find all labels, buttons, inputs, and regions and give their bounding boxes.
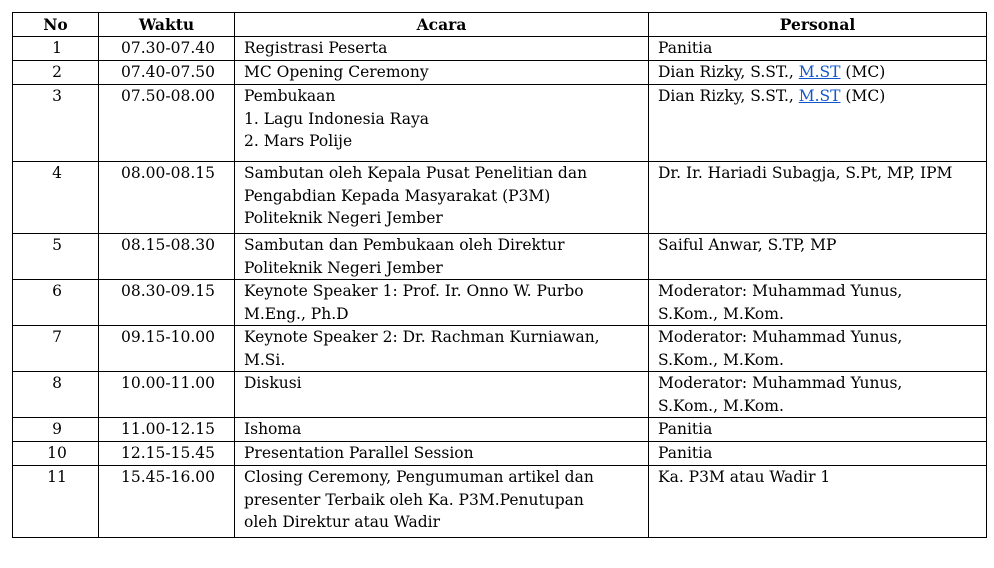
acara-line: Ishoma bbox=[244, 420, 302, 438]
cell-personal bbox=[649, 372, 987, 418]
acara-line: oleh Direktur atau Wadir bbox=[244, 513, 441, 531]
cell-no: 9 bbox=[13, 418, 99, 442]
personal-line: S.Kom., M.Kom. bbox=[658, 350, 784, 369]
cell-acara bbox=[235, 85, 649, 162]
personal-name: Dian Rizky, S.ST., bbox=[658, 87, 799, 105]
cell-personal bbox=[649, 442, 987, 466]
cell-acara bbox=[235, 326, 649, 372]
personal-line: Moderator: Muhammad Yunus, bbox=[658, 328, 903, 346]
acara-line: Presentation Parallel Session bbox=[244, 444, 474, 462]
acara-line: Registrasi Peserta bbox=[244, 39, 388, 57]
personal-name: Dian Rizky, S.ST., bbox=[658, 63, 799, 81]
header-row bbox=[13, 13, 987, 37]
cell-personal bbox=[649, 61, 987, 85]
acara-line: Keynote Speaker 2: Dr. Rachman Kurniawan, bbox=[244, 328, 600, 346]
cell-personal bbox=[649, 85, 987, 162]
acara-line: MC Opening Ceremony bbox=[244, 63, 429, 81]
acara-line: 2. Mars Polije bbox=[244, 132, 353, 150]
cell-time: 11.00-12.15 bbox=[99, 418, 235, 442]
cell-no: 10 bbox=[13, 442, 99, 466]
table-row bbox=[13, 326, 987, 372]
table-row bbox=[13, 162, 987, 234]
acara-line: Pembukaan bbox=[244, 87, 336, 105]
cell-personal bbox=[649, 280, 987, 326]
cell-acara bbox=[235, 418, 649, 442]
cell-time: 07.30-07.40 bbox=[99, 37, 235, 61]
personal-line: Panitia bbox=[658, 444, 713, 462]
personal-role: (MC) bbox=[840, 87, 886, 105]
personal-line: S.Kom., M.Kom. bbox=[658, 304, 784, 323]
cell-time: 08.30-09.15 bbox=[99, 280, 235, 326]
cell-personal bbox=[649, 326, 987, 372]
header-waktu: Waktu bbox=[99, 13, 235, 37]
personal-role: (MC) bbox=[840, 63, 886, 81]
acara-line: Politeknik Negeri Jember bbox=[244, 209, 443, 227]
table-row bbox=[13, 234, 987, 280]
cell-personal bbox=[649, 162, 987, 234]
cell-acara bbox=[235, 162, 649, 234]
cell-acara bbox=[235, 61, 649, 85]
cell-time: 10.00-11.00 bbox=[99, 372, 235, 418]
cell-no: 8 bbox=[13, 372, 99, 418]
acara-line: M.Eng., Ph.D bbox=[244, 304, 349, 323]
personal-line: Saiful Anwar, S.TP, MP bbox=[658, 236, 837, 254]
header-no: No bbox=[13, 13, 99, 37]
acara-line: 1. Lagu Indonesia Raya bbox=[244, 109, 429, 128]
cell-acara bbox=[235, 372, 649, 418]
acara-line: presenter Terbaik oleh Ka. P3M.Penutupan bbox=[244, 490, 584, 509]
table-row bbox=[13, 466, 987, 538]
header-personal: Personal bbox=[649, 13, 987, 37]
cell-acara bbox=[235, 280, 649, 326]
acara-line: Sambutan dan Pembukaan oleh Direktur bbox=[244, 236, 565, 254]
personal-line: Ka. P3M atau Wadir 1 bbox=[658, 468, 831, 486]
personal-line: Panitia bbox=[658, 39, 713, 57]
personal-line: Moderator: Muhammad Yunus, bbox=[658, 282, 903, 300]
acara-line: Keynote Speaker 1: Prof. Ir. Onno W. Purbo bbox=[244, 282, 584, 300]
schedule-table bbox=[12, 12, 987, 538]
table-row bbox=[13, 372, 987, 418]
cell-acara bbox=[235, 442, 649, 466]
degree-link[interactable]: M.ST bbox=[798, 87, 841, 105]
cell-time: 09.15-10.00 bbox=[99, 326, 235, 372]
table-row bbox=[13, 37, 987, 61]
table-row bbox=[13, 418, 987, 442]
cell-personal bbox=[649, 466, 987, 538]
table-row bbox=[13, 85, 987, 162]
personal-line: Panitia bbox=[658, 420, 713, 438]
personal-line: Moderator: Muhammad Yunus, bbox=[658, 374, 903, 392]
header-acara: Acara bbox=[235, 13, 649, 37]
acara-line: Diskusi bbox=[244, 374, 302, 392]
table-row bbox=[13, 442, 987, 466]
cell-no: 6 bbox=[13, 280, 99, 326]
table-row bbox=[13, 280, 987, 326]
cell-time: 12.15-15.45 bbox=[99, 442, 235, 466]
cell-no: 7 bbox=[13, 326, 99, 372]
acara-line: M.Si. bbox=[244, 350, 286, 369]
cell-personal bbox=[649, 234, 987, 280]
cell-time: 07.50-08.00 bbox=[99, 85, 235, 162]
cell-no: 5 bbox=[13, 234, 99, 280]
cell-no: 1 bbox=[13, 37, 99, 61]
cell-no: 2 bbox=[13, 61, 99, 85]
degree-link[interactable]: M.ST bbox=[798, 63, 841, 81]
cell-acara bbox=[235, 37, 649, 61]
cell-time: 08.00-08.15 bbox=[99, 162, 235, 234]
personal-line: S.Kom., M.Kom. bbox=[658, 396, 784, 415]
cell-acara bbox=[235, 234, 649, 280]
cell-no: 4 bbox=[13, 162, 99, 234]
cell-personal bbox=[649, 37, 987, 61]
cell-no: 11 bbox=[13, 466, 99, 538]
acara-line: Closing Ceremony, Pengumuman artikel dan bbox=[244, 468, 594, 486]
cell-time: 08.15-08.30 bbox=[99, 234, 235, 280]
cell-no: 3 bbox=[13, 85, 99, 162]
cell-acara bbox=[235, 466, 649, 538]
cell-personal bbox=[649, 418, 987, 442]
acara-line: Sambutan oleh Kepala Pusat Penelitian dan bbox=[244, 164, 588, 182]
table-row bbox=[13, 61, 987, 85]
cell-time: 15.45-16.00 bbox=[99, 466, 235, 538]
acara-line: Pengabdian Kepada Masyarakat (P3M) bbox=[244, 186, 551, 205]
personal-line: Dr. Ir. Hariadi Subagja, S.Pt, MP, IPM bbox=[658, 164, 953, 182]
cell-time: 07.40-07.50 bbox=[99, 61, 235, 85]
acara-line: Politeknik Negeri Jember bbox=[244, 258, 443, 277]
